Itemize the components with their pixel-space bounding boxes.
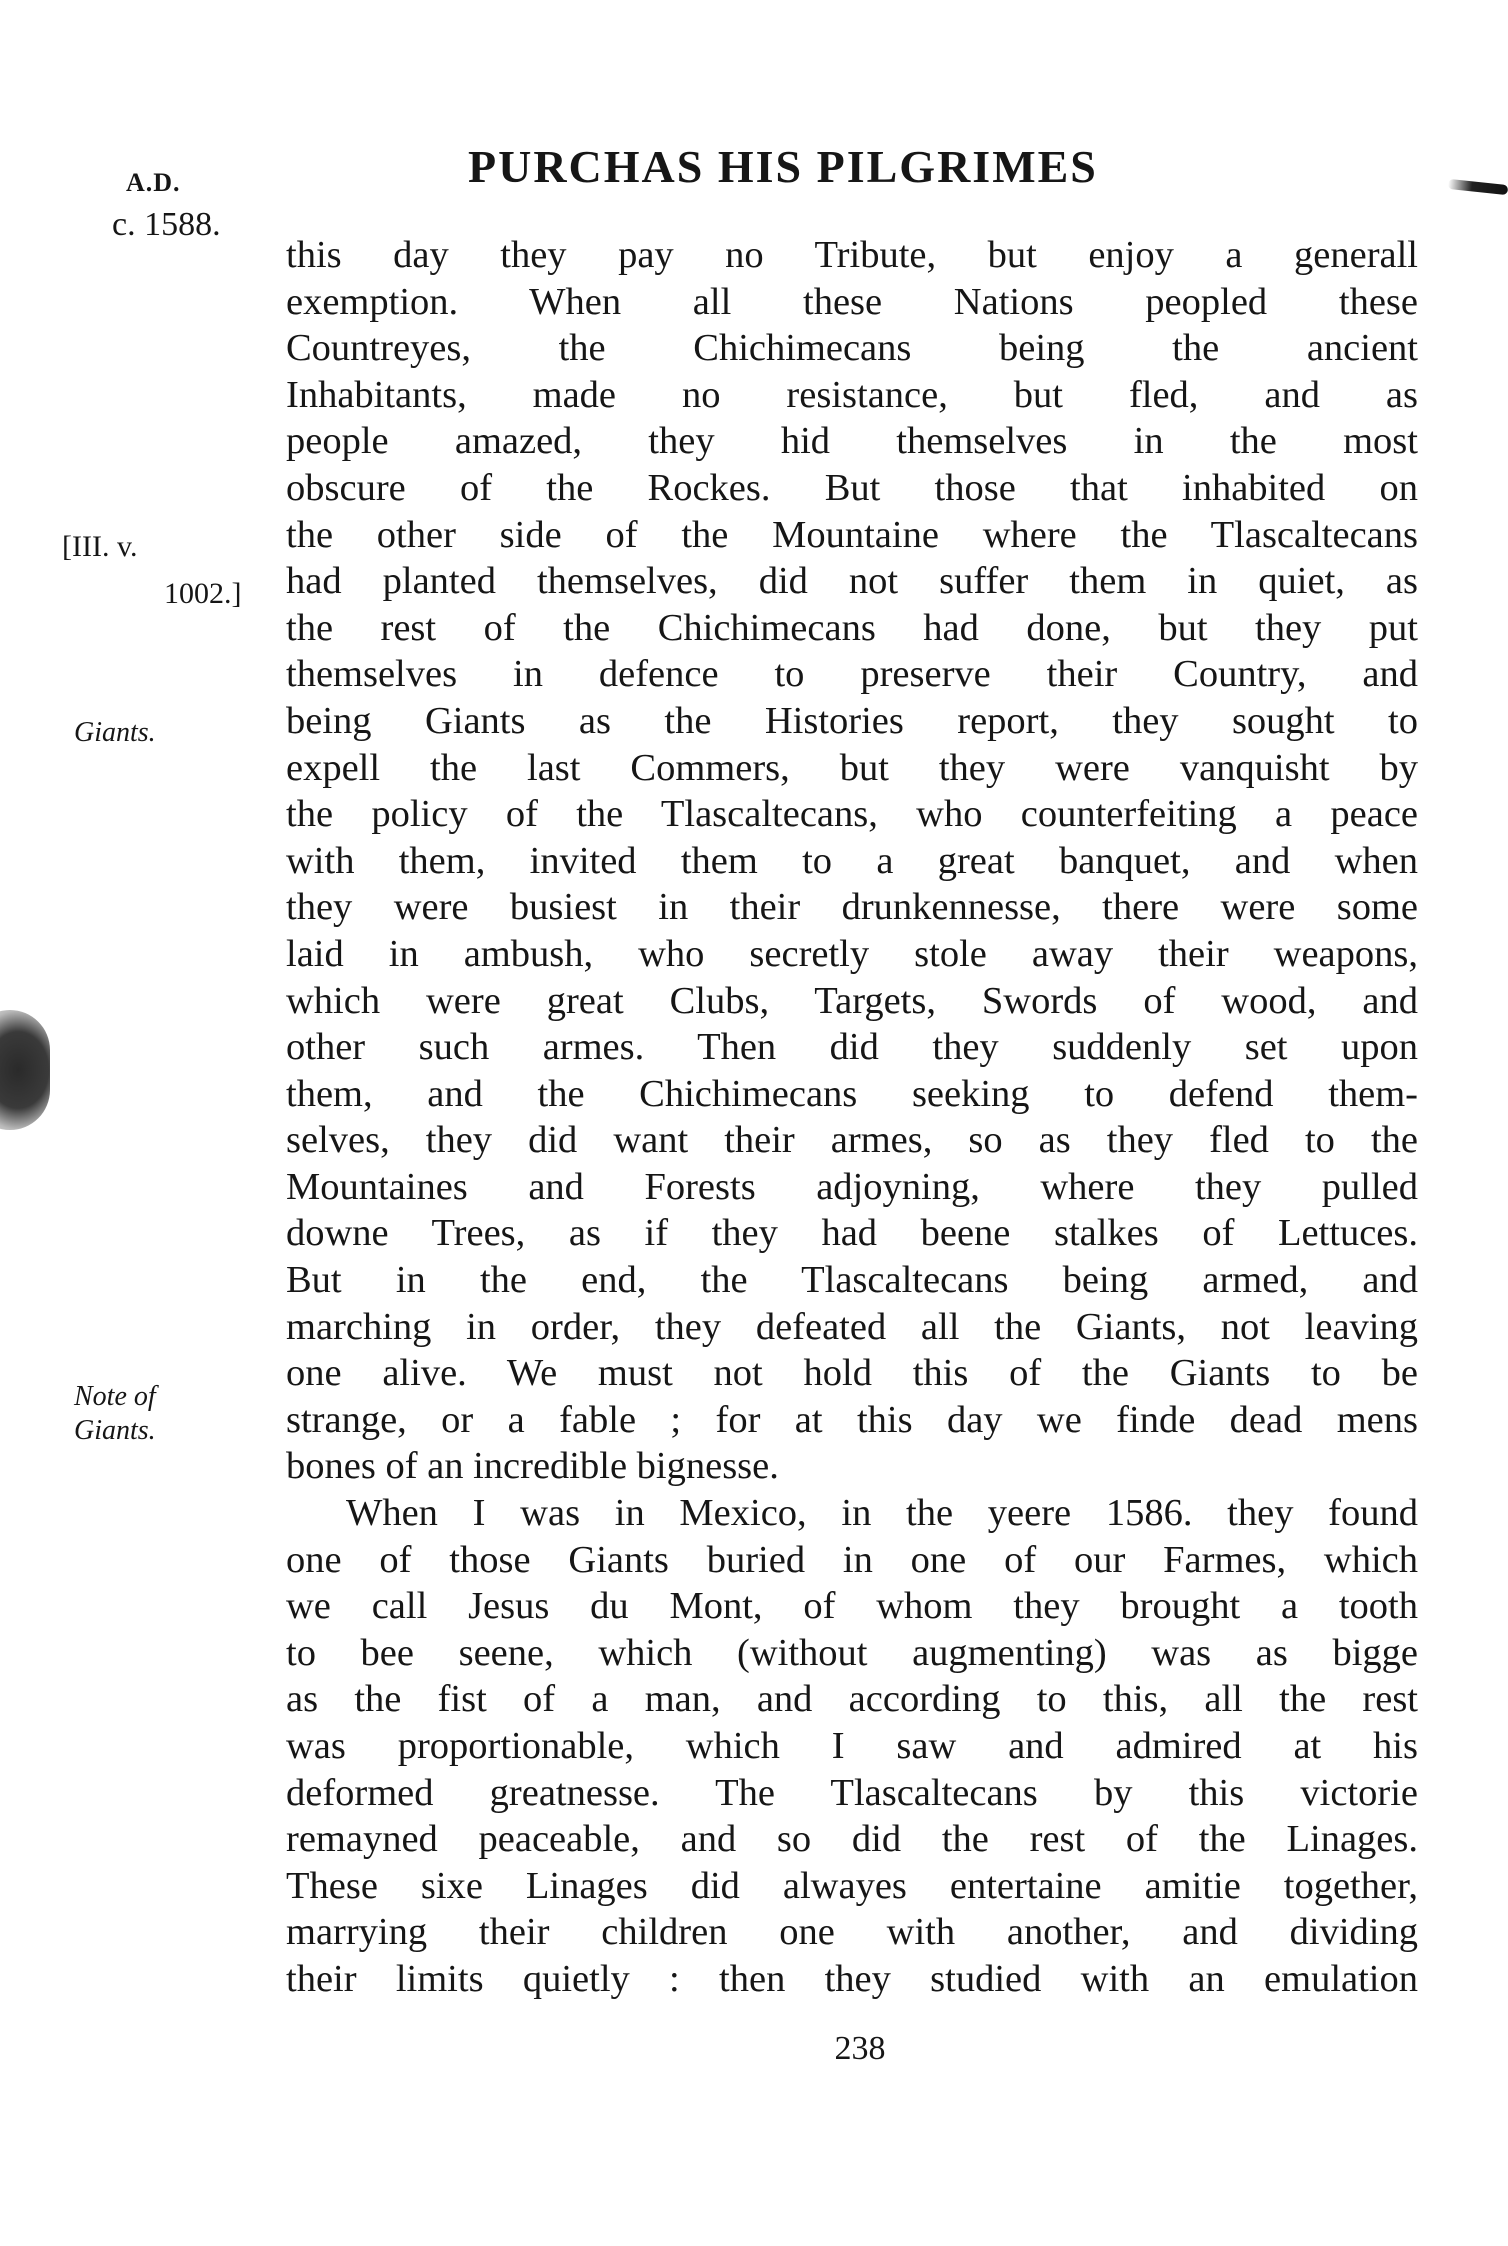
text-line: this day they pay no Tribute, but enjoy a generall: [286, 234, 1418, 276]
scan-corner-mark: [1448, 179, 1508, 195]
page-number: 238: [834, 2030, 886, 2067]
text-line: Countreyes, the Chichimecans being the ancient: [286, 327, 1418, 370]
text-line: laid in ambush, who secretly stole away their weapons,: [286, 932, 1418, 975]
text-line: one of those Giants buried in one of our Farmes, which: [286, 1538, 1418, 1581]
text-line: downe Trees, as if they had beene stalkes of Lettuces.: [286, 1212, 1418, 1255]
text-line: exemption. When all these Nations peopled these: [286, 280, 1418, 323]
text-line: Mountaines and Forests adjoyning, where they pulled: [286, 1165, 1418, 1208]
margin-note-of-giants-line1: Note of: [74, 1381, 156, 1412]
text-line: we call Jesus du Mont, of whom they brought a tooth: [286, 1585, 1418, 1628]
text-line: Inhabitants, made no resistance, but fled, and as: [286, 373, 1418, 416]
margin-note-giants: Giants.: [74, 717, 156, 748]
text-line: strange, or a fable ; for at this day we finde dead mens: [286, 1398, 1418, 1441]
text-line: being Giants as the Histories report, they sought to: [286, 699, 1418, 742]
text-line: selves, they did want their armes, so as they fled to the: [286, 1119, 1418, 1162]
text-line: the policy of the Tlascaltecans, who counterfeiting a peace: [286, 793, 1418, 836]
margin-reference-page: 1002.]: [164, 577, 242, 610]
header-year: c. 1588.: [112, 206, 221, 243]
body-text: [286, 232, 1418, 2003]
margin-note-of-giants-line2: Giants.: [74, 1415, 156, 1446]
text-line: people amazed, they hid themselves in the most: [286, 420, 1418, 463]
text-line: remayned peaceable, and so did the rest of the Linages.: [286, 1818, 1418, 1861]
scan-edge-shadow: [0, 1010, 50, 1130]
text-line: But in the end, the Tlascaltecans being armed, and: [286, 1259, 1418, 1302]
text-line: themselves in defence to preserve their Country, and: [286, 653, 1418, 696]
header-ad-label: A.D.: [126, 168, 181, 197]
paragraph-end-line: bones of an incredible bignesse.: [286, 1445, 779, 1488]
text-line: the other side of the Mountaine where the Tlascaltecans: [286, 513, 1418, 556]
text-line: had planted themselves, did not suffer them in quiet, as: [286, 560, 1418, 603]
text-line: expell the last Commers, but they were vanquisht by: [286, 746, 1418, 789]
text-line: was proportionable, which I saw and admired at his: [286, 1725, 1418, 1767]
margin-reference-volume: [III. v.: [62, 530, 138, 563]
text-line: as the fist of a man, and according to this, all the rest: [286, 1678, 1418, 1721]
text-line: their limits quietly : then they studied with an emulation: [286, 1957, 1418, 2000]
paragraph-start-line: When I was in Mexico, in the yeere 1586. they found: [346, 1492, 1418, 1535]
text-line: obscure of the Rockes. But those that inhabited on: [286, 466, 1418, 509]
text-line: These sixe Linages did alwayes entertaine amitie together,: [286, 1864, 1418, 1907]
text-line: one alive. We must not hold this of the Giants to be: [286, 1352, 1418, 1395]
running-title: PURCHAS HIS PILGRIMES: [468, 141, 1098, 192]
text-line: which were great Clubs, Targets, Swords of wood, and: [286, 979, 1418, 1022]
text-line: marrying their children one with another, and dividing: [286, 1911, 1418, 1954]
text-line: they were busiest in their drunkennesse, there were some: [286, 886, 1418, 929]
text-line: with them, invited them to a great banquet, and when: [286, 839, 1418, 882]
text-line: deformed greatnesse. The Tlascaltecans by this victorie: [286, 1771, 1418, 1814]
text-line: them, and the Chichimecans seeking to defend them-: [286, 1072, 1418, 1115]
text-line: the rest of the Chichimecans had done, but they put: [286, 606, 1418, 649]
text-line: other such armes. Then did they suddenly set upon: [286, 1026, 1418, 1069]
text-line: marching in order, they defeated all the Giants, not leaving: [286, 1305, 1418, 1348]
text-line: to bee seene, which (without augmenting) was as bigge: [286, 1631, 1418, 1674]
